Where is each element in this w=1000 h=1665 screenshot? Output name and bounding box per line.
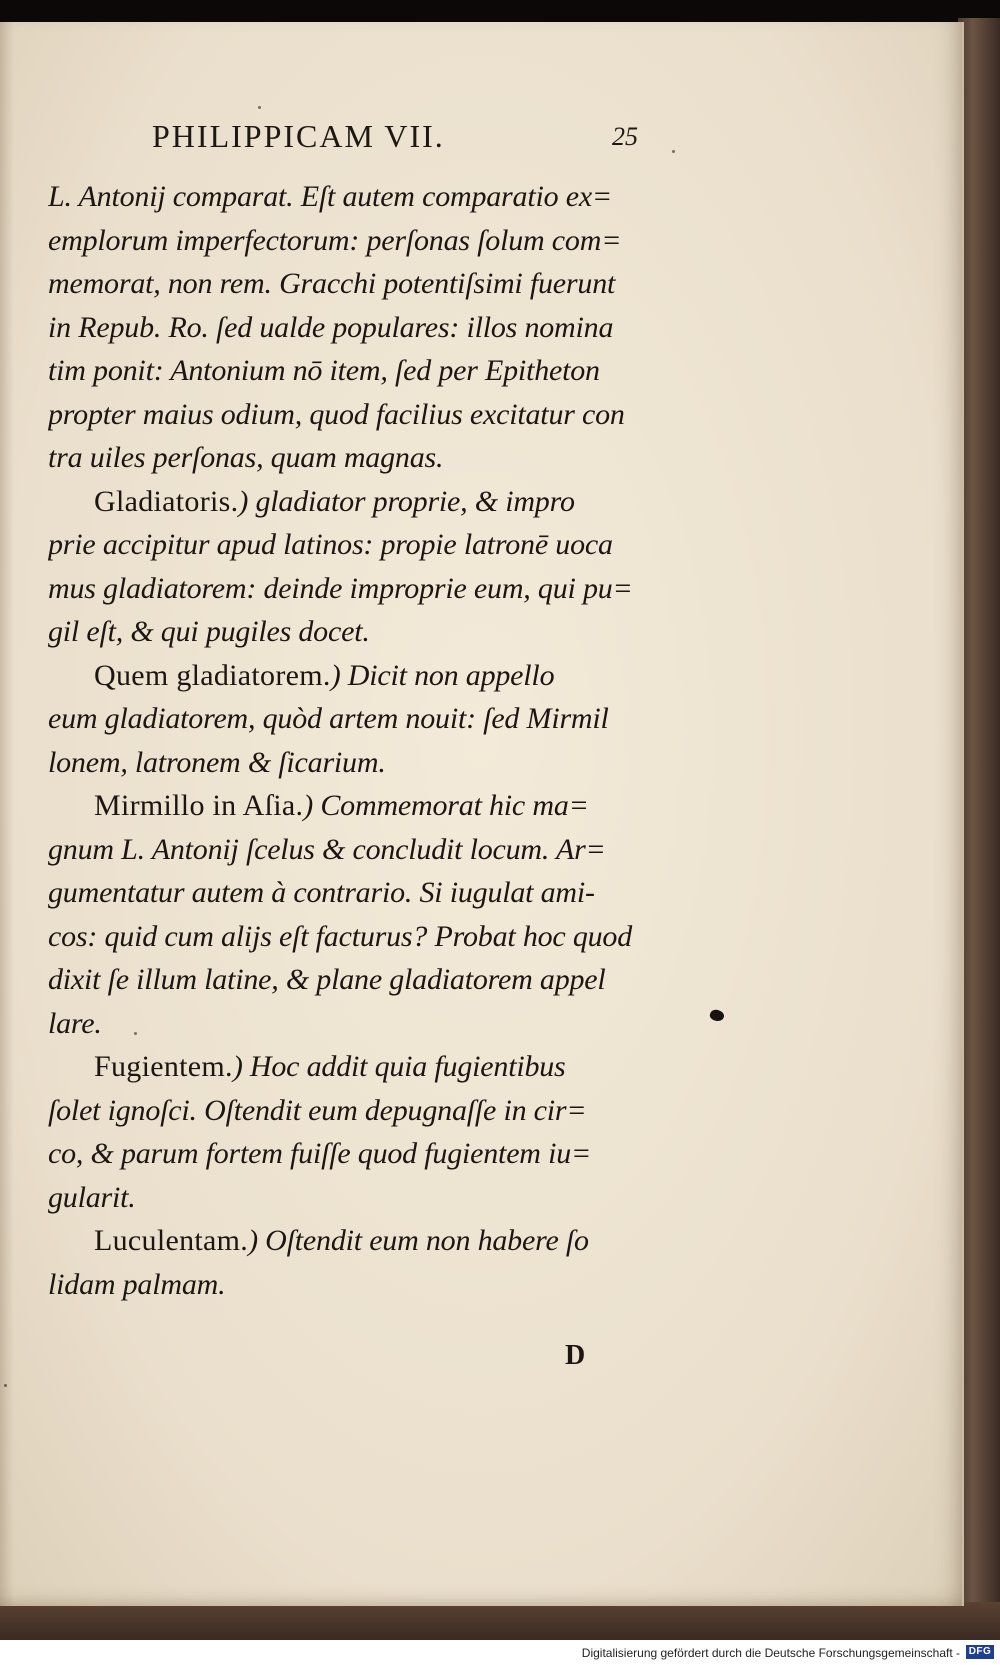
commentary-text: [48, 175, 690, 1306]
book-fore-edge: [958, 18, 1000, 1640]
signature-mark: D: [565, 1340, 586, 1371]
text-run: ) Dicit non appello: [330, 658, 555, 692]
dfg-logo: DFG: [966, 1645, 994, 1659]
funding-credit: Digitalisierung gefördert durch die Deutsche Forschungsgemeinschaft -: [581, 1646, 960, 1660]
text-line: lonem, latronem & ſicarium.: [48, 745, 386, 779]
text-run: ) Oſtendit eum non habere ſo: [248, 1224, 589, 1257]
text-line: L. Antonij comparat. Eſt autem comparatio ex=: [48, 180, 612, 213]
text-line: cos: quid cum alijs eſt facturus? Probat hoc quod: [48, 919, 633, 953]
text-line: tra uiles perſonas, quam magnas.: [48, 441, 444, 474]
lemma-line: [48, 1219, 690, 1263]
text-line: prie accipitur apud latinos: propie latronē uoca: [48, 528, 613, 561]
text-line: gumentatur autem à contrario. Si iugulat ami-: [48, 876, 595, 909]
lemma-line: [48, 654, 690, 698]
gutter-shadow: [0, 22, 14, 1606]
text-line: emplorum imperfectorum: perſonas ſolum com=: [48, 223, 622, 257]
text-run: ) gladiator proprie, & impro: [238, 484, 575, 518]
text-line: dixit ſe illum latine, & plane gladiatorem appel: [48, 963, 606, 996]
text-line: memorat, non rem. Gracchi potentiſsimi fuerunt: [48, 267, 616, 300]
lemma: Fugientem.: [94, 1050, 233, 1083]
text-line: lare.: [48, 1006, 102, 1040]
scan-top-edge: [0, 0, 1000, 22]
text-line: gularit.: [48, 1180, 136, 1214]
text-line: co, & parum fortem fuiſſe quod fugientem iu=: [48, 1137, 592, 1170]
lemma-line: [48, 784, 690, 828]
text-line: gil eſt, & qui pugiles docet.: [48, 615, 370, 648]
lemma: Luculentam.: [94, 1224, 249, 1257]
page-number: 25: [612, 122, 638, 151]
lemma-line: [48, 1045, 690, 1089]
paper-speck: [4, 1384, 7, 1387]
ink-blot: [709, 1008, 726, 1023]
lemma-line: [48, 480, 690, 524]
lemma: Mirmillo in Aſia.: [94, 789, 304, 822]
text-line: propter maius odium, quod facilius excitatur con: [48, 397, 625, 431]
paper-speck: [672, 150, 675, 153]
text-line: eum gladiatorem, quòd artem nouit: ſed Mirmil: [48, 702, 609, 735]
lemma: Gladiatoris.: [94, 484, 239, 518]
paper-speck: [134, 1032, 137, 1035]
footer-bar: [0, 1640, 1000, 1665]
book-page: [0, 22, 964, 1606]
paper-speck: [258, 106, 261, 109]
lemma: Quem gladiatorem.: [94, 658, 331, 692]
text-line: gnum L. Antonij ſcelus & concludit locum. Ar=: [48, 832, 606, 866]
text-line: tim ponit: Antonium nō item, ſed per Epitheton: [48, 354, 600, 387]
running-title: PHILIPPICAM VII.: [152, 118, 445, 154]
text-run: ) Commemorat hic ma=: [303, 789, 589, 822]
text-run: ) Hoc addit quia fugientibus: [232, 1050, 566, 1083]
text-line: ſolet ignoſci. Oſtendit eum depugnaſſe in cir=: [48, 1093, 587, 1127]
book-bottom-edge: [0, 1602, 1000, 1640]
text-line: mus gladiatorem: deinde improprie eum, qui pu=: [48, 571, 633, 605]
running-head: [152, 118, 672, 172]
text-line: lidam palmam.: [48, 1267, 226, 1301]
text-line: in Repub. Ro. ſed ualde populares: illos nomina: [48, 310, 614, 344]
